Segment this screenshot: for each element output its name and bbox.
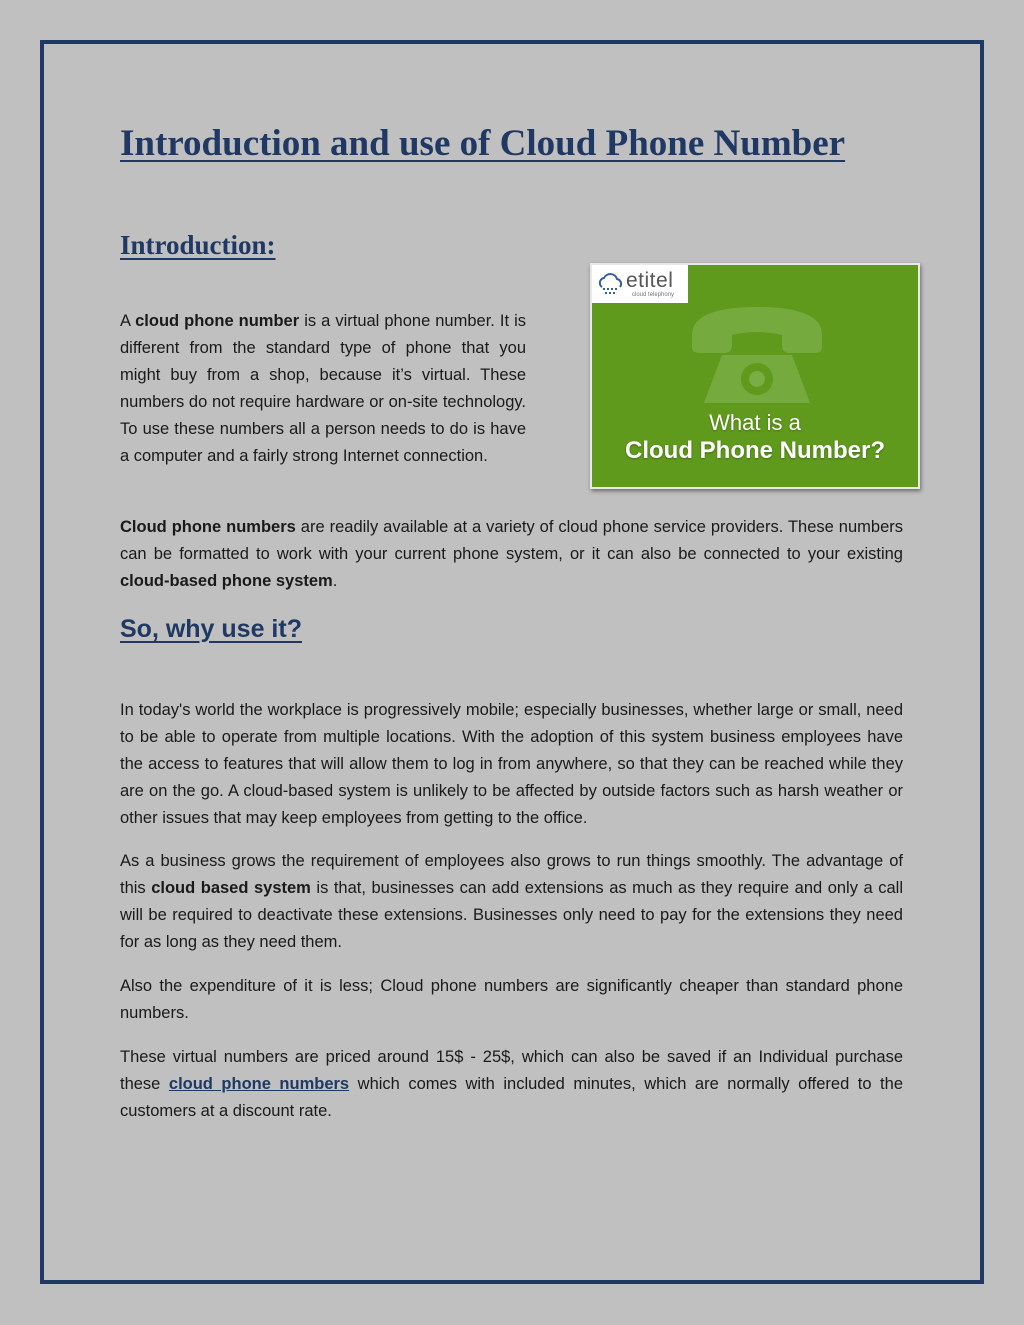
why-use-heading: So, why use it? xyxy=(120,615,302,643)
image-caption-line1: What is a xyxy=(709,410,801,435)
bold-term: cloud based system xyxy=(151,879,311,897)
image-caption-line2: Cloud Phone Number? xyxy=(625,437,885,464)
logo-text: etitel xyxy=(626,269,674,292)
pricing-paragraph: These virtual numbers are priced around 15$ - 25$, which can also be saved if an Individual purchase these cloud phone numbers which comes with included minutes, which are normally offered to the customers at a discount rate. xyxy=(120,1048,903,1120)
cloud-phone-numbers-link[interactable]: cloud phone numbers xyxy=(168,1075,350,1093)
bold-term: cloud phone number xyxy=(135,312,300,330)
document-title: Introduction and use of Cloud Phone Number xyxy=(120,123,846,164)
availability-paragraph: Cloud phone numbers are readily available at a variety of cloud phone service providers. These numbers can be formatted to work with your current phone system, or it can also be connected to your existing cloud-based phone system. xyxy=(120,518,903,590)
bold-term: Cloud phone numbers xyxy=(120,518,296,536)
intro-paragraph: A cloud phone number is a virtual phone number. It is different from the standard type of phone that you might buy from a shop, because it’s virtual. These numbers do not require hardware or on-site technology. To use these numbers all a person needs to do is have a computer and a fairly strong Internet connection. xyxy=(120,312,527,465)
extensions-paragraph: As a business grows the requirement of employees also grows to run things smoothly. The advantage of this cloud based system is that, businesses can add extensions as much as they require and only a call will be required to deactivate these extensions. Businesses only need to pay for the extensions they need for as long as they need them. xyxy=(120,852,903,951)
logo-tagline: cloud telephony xyxy=(632,292,675,298)
mobile-workplace-paragraph: In today's world the workplace is progressively mobile; especially businesses, whether large or small, need to be able to operate from multiple locations. With the adoption of this system business employees have the access to features that will allow them to log in from anywhere, so that they can be reached while they are on the go. A cloud-based system is unlikely to be affected by outside factors such as harsh weather or other issues that may keep employees from getting to the office. xyxy=(120,701,903,827)
cloud-phone-number-image xyxy=(590,263,920,489)
telephone-icon xyxy=(672,295,842,405)
expenditure-paragraph: Also the expenditure of it is less; Cloud phone numbers are significantly cheaper than standard phone numbers. xyxy=(120,977,903,1022)
cloud-icon xyxy=(596,273,626,297)
introduction-heading: Introduction: xyxy=(120,230,276,260)
bold-term: cloud-based phone system xyxy=(120,572,333,590)
